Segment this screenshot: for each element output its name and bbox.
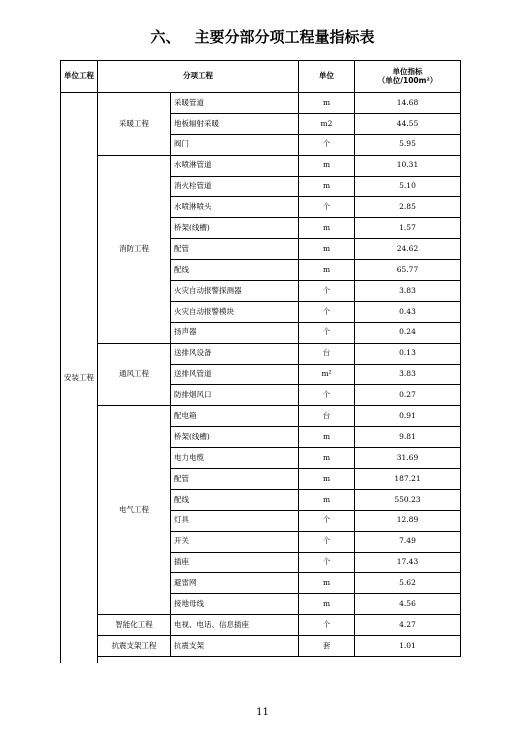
item-cell: 抗震支架 [171, 636, 299, 657]
header-index-line2: （单位/100m²） [377, 75, 438, 85]
item-cell: 送排风管道 [171, 364, 299, 385]
value-cell: 31.69 [355, 448, 461, 469]
group-name-cell: 智能化工程 [98, 615, 171, 636]
unit-cell: 个 [299, 197, 355, 218]
group-name-cell: 电气工程 [98, 406, 171, 615]
unit-cell: m [299, 260, 355, 281]
item-cell: 防排烟风口 [171, 385, 299, 406]
value-cell: 2.85 [355, 197, 461, 218]
table-continuation-row [61, 657, 461, 664]
item-cell: 桥架(线槽) [171, 218, 299, 239]
value-cell: 24.62 [355, 239, 461, 260]
value-cell: 7.49 [355, 531, 461, 552]
value-cell: 5.62 [355, 573, 461, 594]
table-row [61, 155, 461, 176]
value-cell: 0.24 [355, 322, 461, 343]
item-cell: 阀门 [171, 134, 299, 155]
unit-cell: 台 [299, 343, 355, 364]
value-cell: 0.13 [355, 343, 461, 364]
header-item: 分项工程 [98, 61, 299, 93]
value-cell: 1.57 [355, 218, 461, 239]
unit-cell: m [299, 218, 355, 239]
unit-cell: m² [299, 364, 355, 385]
value-cell: 14.68 [355, 93, 461, 114]
table-row [61, 615, 461, 636]
unit-cell: m [299, 155, 355, 176]
section-title: 主要分部分项工程量指标表 [194, 28, 375, 46]
value-cell: 1.01 [355, 636, 461, 657]
unit-cell: 个 [299, 615, 355, 636]
unit-cell: 个 [299, 552, 355, 573]
unit-cell: m [299, 469, 355, 490]
unit-cell: 个 [299, 531, 355, 552]
empty-cell [355, 657, 461, 664]
unit-cell: m [299, 448, 355, 469]
header-unit: 单位 [299, 61, 355, 93]
table-header-row [61, 61, 461, 93]
table-row [61, 406, 461, 427]
page-number: 11 [256, 707, 269, 718]
unit-project-cell: 安装工程 [61, 93, 98, 664]
group-name-cell: 采暖工程 [98, 93, 171, 156]
group-name-cell: 通风工程 [98, 343, 171, 406]
item-cell: 配线 [171, 489, 299, 510]
unit-cell: 台 [299, 406, 355, 427]
item-cell: 开关 [171, 531, 299, 552]
section-number: 六、 [150, 28, 181, 46]
table-row [61, 93, 461, 114]
item-cell: 采暖管道 [171, 93, 299, 114]
unit-cell: m [299, 594, 355, 615]
item-cell: 地板辐射采暖 [171, 113, 299, 134]
table-row [61, 343, 461, 364]
unit-cell: m [299, 93, 355, 114]
quantity-index-table [60, 60, 461, 663]
unit-cell: 个 [299, 281, 355, 302]
item-cell: 电视、电话、信息插座 [171, 615, 299, 636]
unit-cell: 个 [299, 301, 355, 322]
item-cell: 灯具 [171, 510, 299, 531]
item-cell: 扬声器 [171, 322, 299, 343]
group-name-cell: 消防工程 [98, 155, 171, 343]
item-cell: 配电箱 [171, 406, 299, 427]
unit-cell: 个 [299, 510, 355, 531]
item-cell: 送排风设备 [171, 343, 299, 364]
item-cell: 火灾自动报警模块 [171, 301, 299, 322]
item-cell: 水喷淋喷头 [171, 197, 299, 218]
empty-cell [299, 657, 355, 664]
item-cell: 配线 [171, 260, 299, 281]
value-cell: 44.55 [355, 113, 461, 134]
value-cell: 5.10 [355, 176, 461, 197]
group-name-cell: 抗震支架工程 [98, 636, 171, 657]
value-cell: 550.23 [355, 489, 461, 510]
value-cell: 17.43 [355, 552, 461, 573]
value-cell: 0.43 [355, 301, 461, 322]
value-cell: 65.77 [355, 260, 461, 281]
value-cell: 3.83 [355, 364, 461, 385]
unit-cell: m [299, 427, 355, 448]
value-cell: 0.27 [355, 385, 461, 406]
item-cell: 电力电缆 [171, 448, 299, 469]
item-cell: 桥架(线槽) [171, 427, 299, 448]
unit-cell: m [299, 573, 355, 594]
item-cell: 水喷淋管道 [171, 155, 299, 176]
unit-cell: m [299, 239, 355, 260]
unit-cell: m [299, 176, 355, 197]
header-unit-project: 单位工程 [61, 61, 98, 93]
value-cell: 10.31 [355, 155, 461, 176]
item-cell: 插座 [171, 552, 299, 573]
page-title [0, 26, 525, 47]
header-index [355, 61, 461, 93]
unit-cell: m2 [299, 113, 355, 134]
unit-cell: 套 [299, 636, 355, 657]
item-cell: 配管 [171, 239, 299, 260]
item-cell: 避雷网 [171, 573, 299, 594]
table-row [61, 636, 461, 657]
value-cell: 3.83 [355, 281, 461, 302]
item-cell: 消火栓管道 [171, 176, 299, 197]
value-cell: 12.89 [355, 510, 461, 531]
unit-cell: 个 [299, 322, 355, 343]
unit-cell: m [299, 489, 355, 510]
empty-cell [171, 657, 299, 664]
table-body [61, 93, 461, 664]
value-cell: 4.56 [355, 594, 461, 615]
item-cell: 配管 [171, 469, 299, 490]
item-cell: 火灾自动报警探测器 [171, 281, 299, 302]
value-cell: 187.21 [355, 469, 461, 490]
value-cell: 5.95 [355, 134, 461, 155]
empty-cell [98, 657, 171, 664]
unit-cell: 个 [299, 134, 355, 155]
value-cell: 9.81 [355, 427, 461, 448]
header-index-line1: 单位指标 [392, 66, 423, 76]
item-cell: 接地母线 [171, 594, 299, 615]
unit-cell: 个 [299, 385, 355, 406]
value-cell: 4.27 [355, 615, 461, 636]
value-cell: 0.91 [355, 406, 461, 427]
